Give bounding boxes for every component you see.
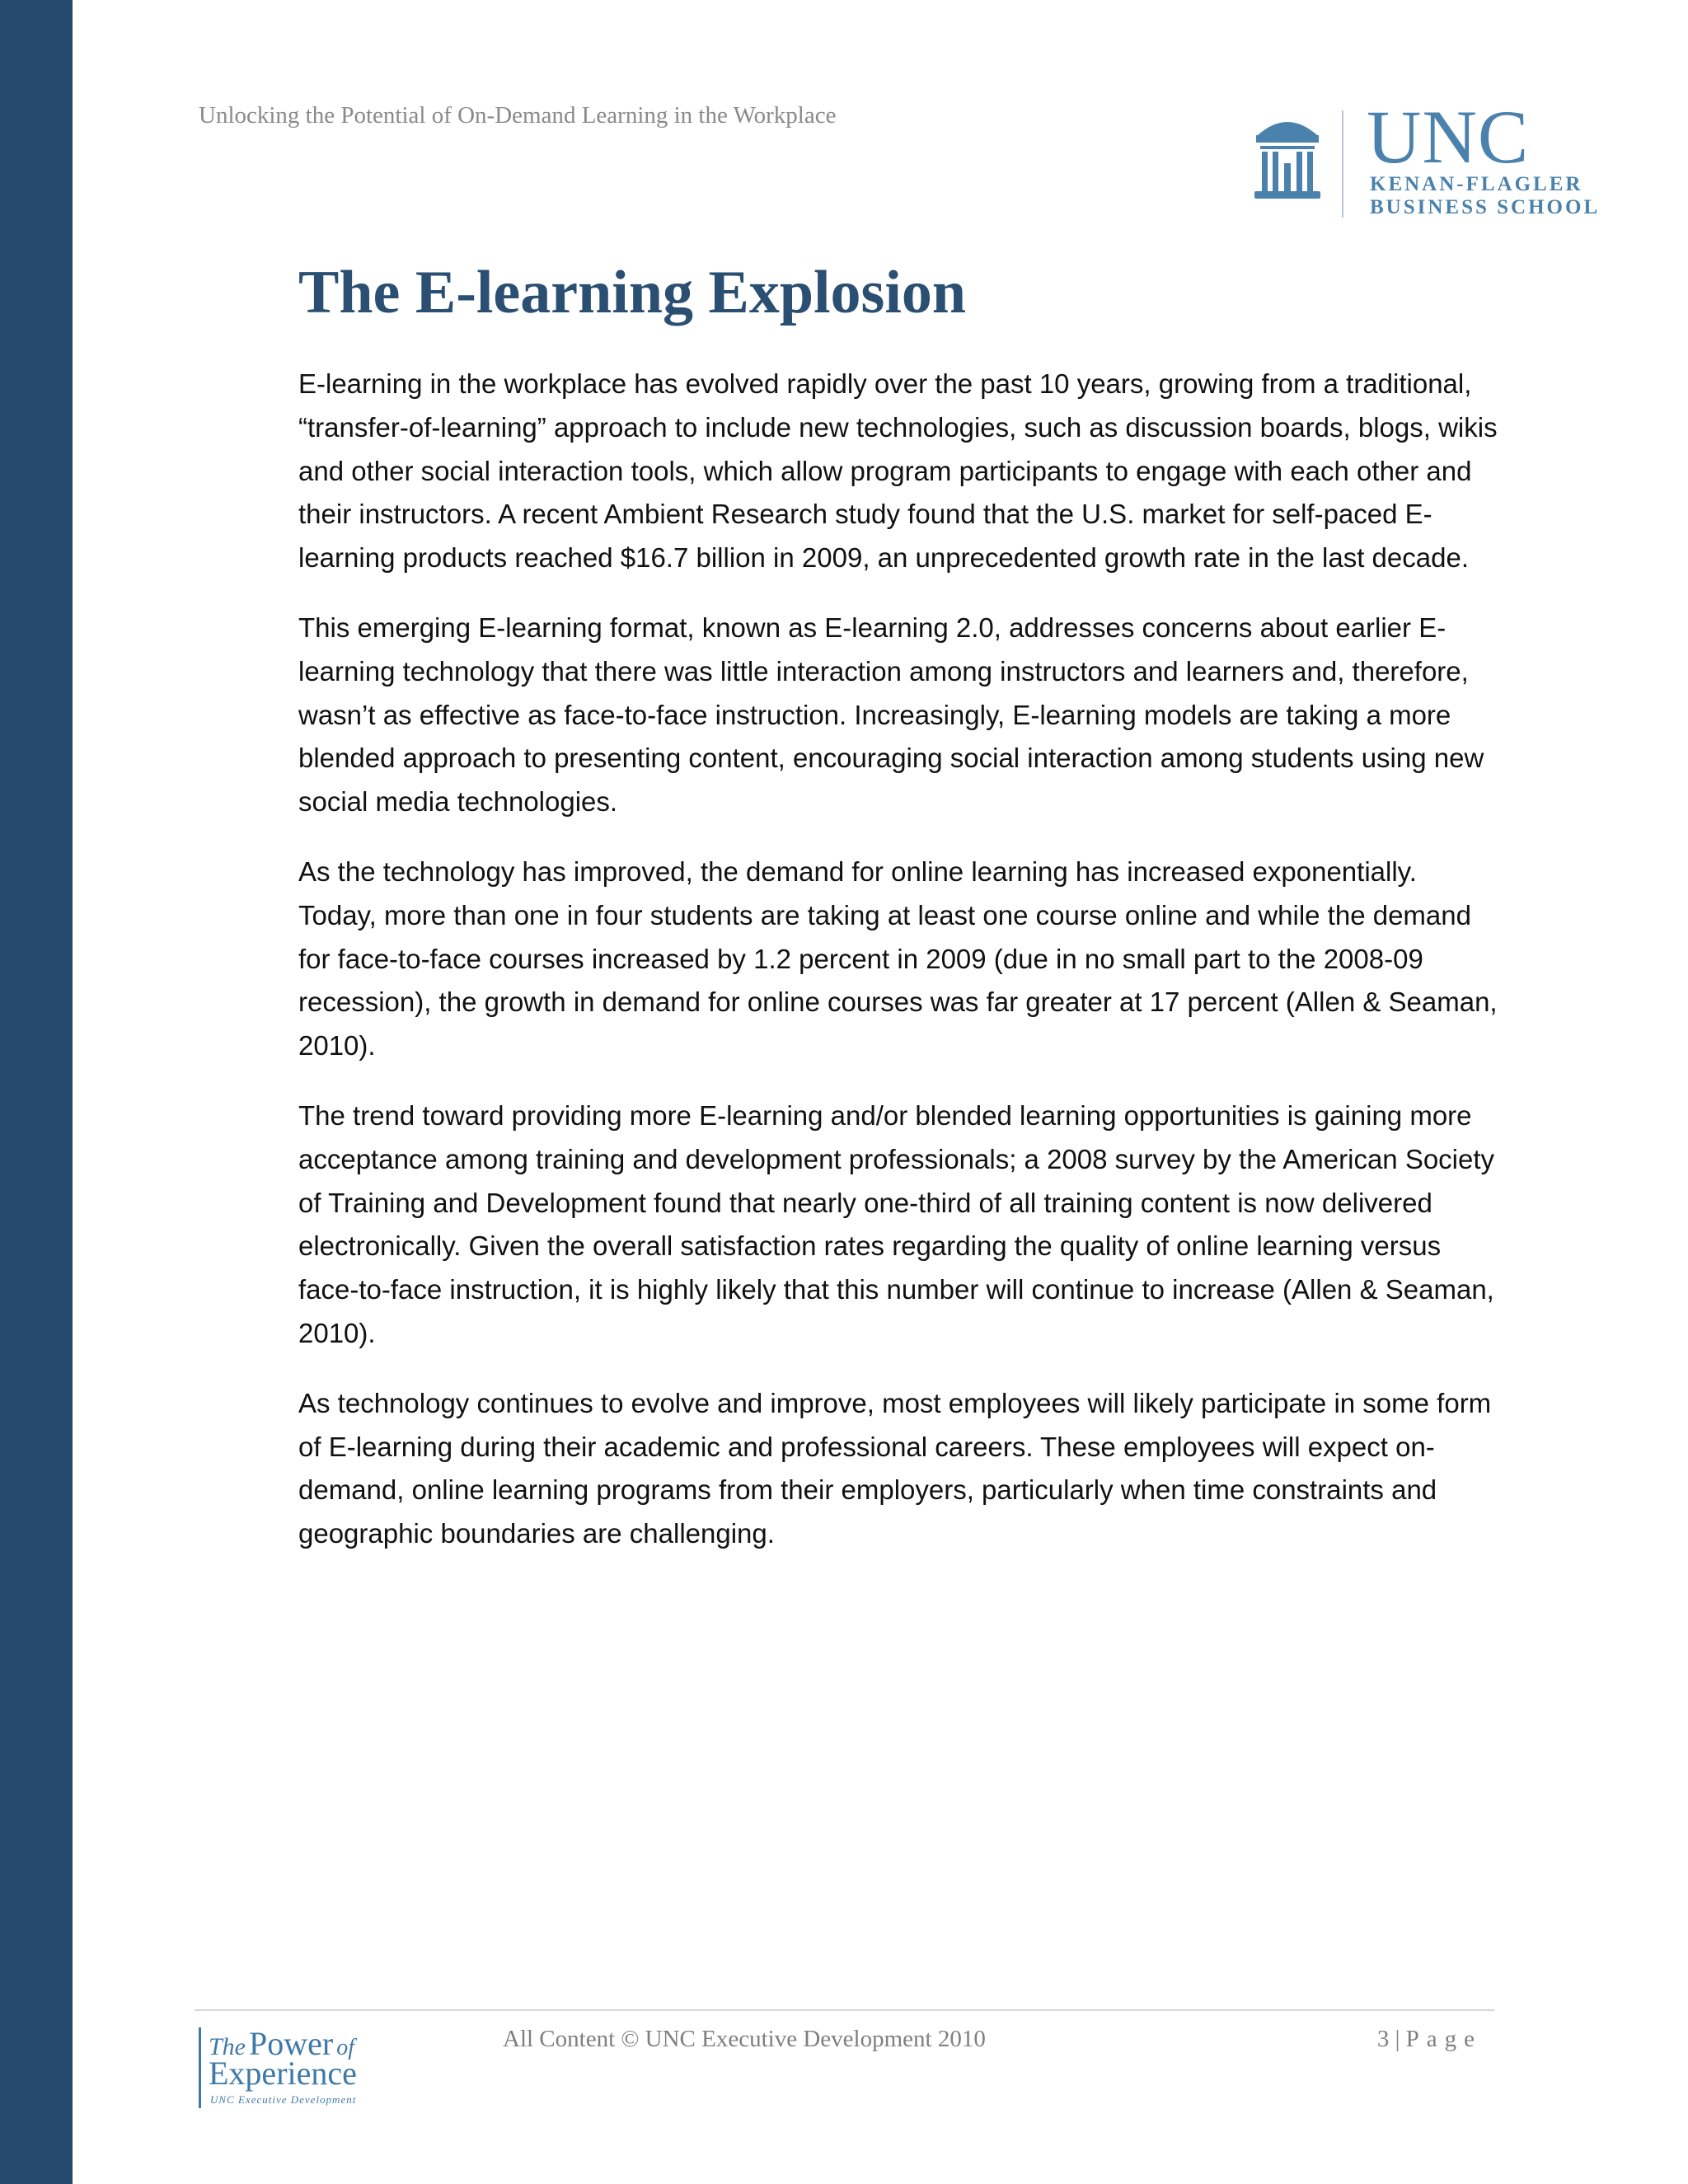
paragraph-4: The trend toward providing more E-learning and/or blended learning opportunities is gaining more acceptance among training and development professionals; a 2008 survey by the American Society of Training and Development found that nearly one-third of all training content is now delivered electronically. Given the overall satisfaction rates regarding the quality of online learning versus face-to-face instruction, it is highly likely that this number will continue to increase (Allen & Seaman, 2010). (298, 1099, 1495, 1348)
paragraph-5: As technology continues to evolve and improve, most employees will likely participate in some form of E-learning during their academic and professional careers. These employees will expect on-demand, online learning programs from their employers, particularly when time constraints and geographic boundaries are challenging. (298, 1387, 1492, 1549)
footer-divider (195, 2009, 1494, 2011)
logo-subtitle-line2: BUSINESS SCHOOL (1370, 196, 1601, 218)
page-number-value: 3 (1376, 2026, 1390, 2052)
old-well-icon (1253, 110, 1322, 201)
footer-copyright: All Content © UNC Executive Development 2010 (503, 2026, 986, 2052)
sidebar-band (0, 0, 73, 2184)
running-header: Unlocking the Potential of On-Demand Learning in the Workplace (199, 102, 837, 129)
logo-wordmark: UNC (1367, 95, 1530, 179)
logo-accent-bar (199, 2027, 201, 2108)
logo-word-experience: Experience (209, 2055, 357, 2092)
logo-tagline: UNC Executive Development (210, 2093, 357, 2106)
power-of-experience-logo (199, 2027, 413, 2110)
body-text (298, 363, 1502, 1582)
logo-word-power: Power (249, 2025, 334, 2062)
page-number-separator: | (1395, 2026, 1400, 2052)
paragraph-2: This emerging E-learning format, known as E-learning 2.0, addresses concerns about earlier E-learning technology that there was little interaction among instructors and learners and, therefore, wasn’t as effective as face-to-face instruction. Increasingly, E-learning models are taking a more blended approach to presenting content, encouraging social interaction among students using new social media technologies. (298, 612, 1484, 818)
page-number (1377, 2026, 1482, 2053)
logo-word-of: of (336, 2035, 354, 2060)
page-title: The E-learning Explosion (298, 259, 967, 326)
unc-kenan-flagler-logo (1253, 95, 1615, 223)
paragraph-3: As the technology has improved, the demand for online learning has increased exponentially. Today, more than one in four students are taking at least one course online and while the demand for face-to-face courses increased by 1.2 percent in 2009 (due in no small part to the 2008-09 recession), the growth in demand for online courses was far greater at 17 percent (Allen & Seaman, 2010). (298, 855, 1498, 1062)
logo-divider (1342, 110, 1343, 218)
logo-word-the: The (209, 2033, 246, 2060)
logo-subtitle-line1: KENAN-FLAGLER (1370, 173, 1583, 195)
paragraph-1: E-learning in the workplace has evolved rapidly over the past 10 years, growing from a traditional, “transfer-of-learning” approach to include new technologies, such as discussion boards, blogs, wikis and other social interaction tools, which allow program participants to engage with each other and their instructors. A recent Ambient Research study found that the U.S. market for self-paced E-learning products reached $16.7 billion in 2009, an unprecedented growth rate in the last decade. (298, 368, 1498, 574)
page-label: Page (1405, 2026, 1482, 2052)
